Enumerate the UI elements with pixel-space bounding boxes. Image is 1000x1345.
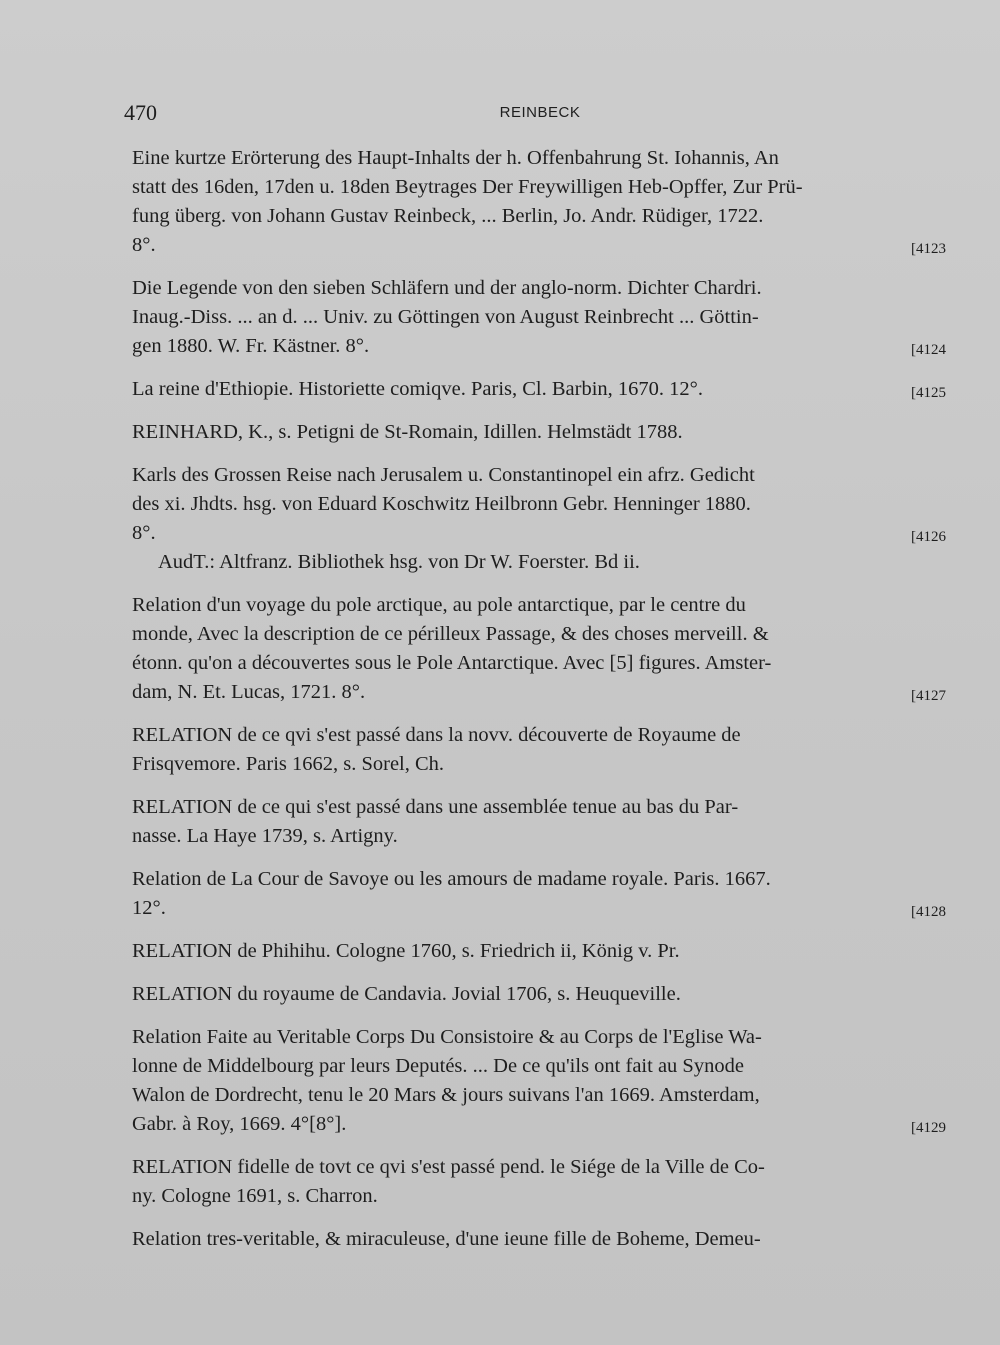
entry-line: 8°. (132, 522, 156, 544)
entry-line: RELATION du royaume de Candavia. Jovial 1706, s. Heuqueville. (132, 983, 681, 1005)
entry-line: lonne de Middelbourg par leurs Deputés. ... De ce qu'ils ont fait au Synode (132, 1055, 744, 1077)
entry-line: Eine kurtze Erörterung des Haupt-Inhalts der h. Offenbahrung St. Iohannis, An (132, 147, 779, 169)
page-number: 470 (124, 100, 157, 125)
entry-number: [4126 (911, 529, 946, 545)
entry-line: La reine d'Ethiopie. Historiette comiqve. Paris, Cl. Barbin, 1670. 12°. (132, 378, 703, 400)
bibliography-entry (132, 144, 948, 260)
entry-line: 8°. (132, 234, 156, 256)
bibliography-entry (132, 937, 948, 966)
bibliography-entry (132, 375, 948, 404)
entry-line: étonn. qu'on a découvertes sous le Pole Antarctique. Avec [5] figures. Amster- (132, 652, 772, 674)
entry-line: des xi. Jhdts. hsg. von Eduard Koschwitz Heilbronn Gebr. Henninger 1880. (132, 493, 751, 515)
entry-line: Relation de La Cour de Savoye ou les amours de madame royale. Paris. 1667. (132, 868, 771, 890)
entry-number: [4124 (911, 342, 946, 358)
entry-line: nasse. La Haye 1739, s. Artigny. (132, 825, 398, 847)
bibliography-entry (132, 461, 948, 577)
entry-line: Relation Faite au Veritable Corps Du Consistoire & au Corps de l'Eglise Wa- (132, 1026, 762, 1048)
bibliography-entries (132, 144, 948, 1268)
entry-line: Inaug.-Diss. ... an d. ... Univ. zu Göttingen von August Reinbrecht ... Göttin- (132, 306, 759, 328)
entry-line: gen 1880. W. Fr. Kästner. 8°. (132, 335, 370, 357)
bibliography-entry (132, 1225, 948, 1254)
entry-line: Gabr. à Roy, 1669. 4°[8°]. (132, 1113, 347, 1135)
entry-line: Relation tres-veritable, & miraculeuse, d'une ieune fille de Boheme, Demeu- (132, 1228, 761, 1250)
entry-line: 12°. (132, 897, 166, 919)
bibliography-entry (132, 980, 948, 1009)
entry-number: [4127 (911, 688, 946, 704)
page-header (120, 100, 960, 130)
bibliography-entry (132, 591, 948, 707)
entry-number: [4128 (911, 904, 946, 920)
entry-line: ny. Cologne 1691, s. Charron. (132, 1185, 378, 1207)
bibliography-entry (132, 865, 948, 923)
entry-line: RELATION de ce qui s'est passé dans une assemblée tenue au bas du Par- (132, 796, 739, 818)
entry-line: fung überg. von Johann Gustav Reinbeck, ... Berlin, Jo. Andr. Rüdiger, 1722. (132, 205, 764, 227)
entry-line: Die Legende von den sieben Schläfern und der anglo-norm. Dichter Chardri. (132, 277, 762, 299)
entry-subnote: AudT.: Altfranz. Bibliothek hsg. von Dr W. Foerster. Bd ii. (158, 551, 640, 573)
entry-line: Relation d'un voyage du pole arctique, au pole antarctique, par le centre du (132, 594, 746, 616)
bibliography-entry (132, 1023, 948, 1139)
entry-line: RELATION de Phihihu. Cologne 1760, s. Friedrich ii, König v. Pr. (132, 940, 680, 962)
entry-line: monde, Avec la description de ce périlleux Passage, & des choses merveill. & (132, 623, 769, 645)
entry-number: [4129 (911, 1120, 946, 1136)
entry-line: RELATION fidelle de tovt ce qvi s'est passé pend. le Siége de la Ville de Co- (132, 1156, 765, 1178)
entry-line: Karls des Grossen Reise nach Jerusalem u. Constantinopel ein afrz. Gedicht (132, 464, 755, 486)
bibliography-entry (132, 274, 948, 361)
bibliography-entry (132, 418, 948, 447)
entry-number: [4125 (911, 385, 946, 401)
bibliography-entry (132, 1153, 948, 1211)
entry-line: dam, N. Et. Lucas, 1721. 8°. (132, 681, 366, 703)
entry-line: RELATION de ce qvi s'est passé dans la novv. découverte de Royaume de (132, 724, 741, 746)
running-title: REINBECK (499, 104, 581, 121)
bibliography-entry (132, 793, 948, 851)
entry-number: [4123 (911, 241, 946, 257)
entry-line: Walon de Dordrecht, tenu le 20 Mars & jours suivans l'an 1669. Amsterdam, (132, 1084, 760, 1106)
entry-line: Frisqvemore. Paris 1662, s. Sorel, Ch. (132, 753, 445, 775)
entry-line: REINHARD, K., s. Petigni de St-Romain, Idillen. Helmstädt 1788. (132, 421, 683, 443)
entry-line: statt des 16den, 17den u. 18den Beytrages Der Freywilligen Heb-Opffer, Zur Prü- (132, 176, 803, 198)
bibliography-entry (132, 721, 948, 779)
